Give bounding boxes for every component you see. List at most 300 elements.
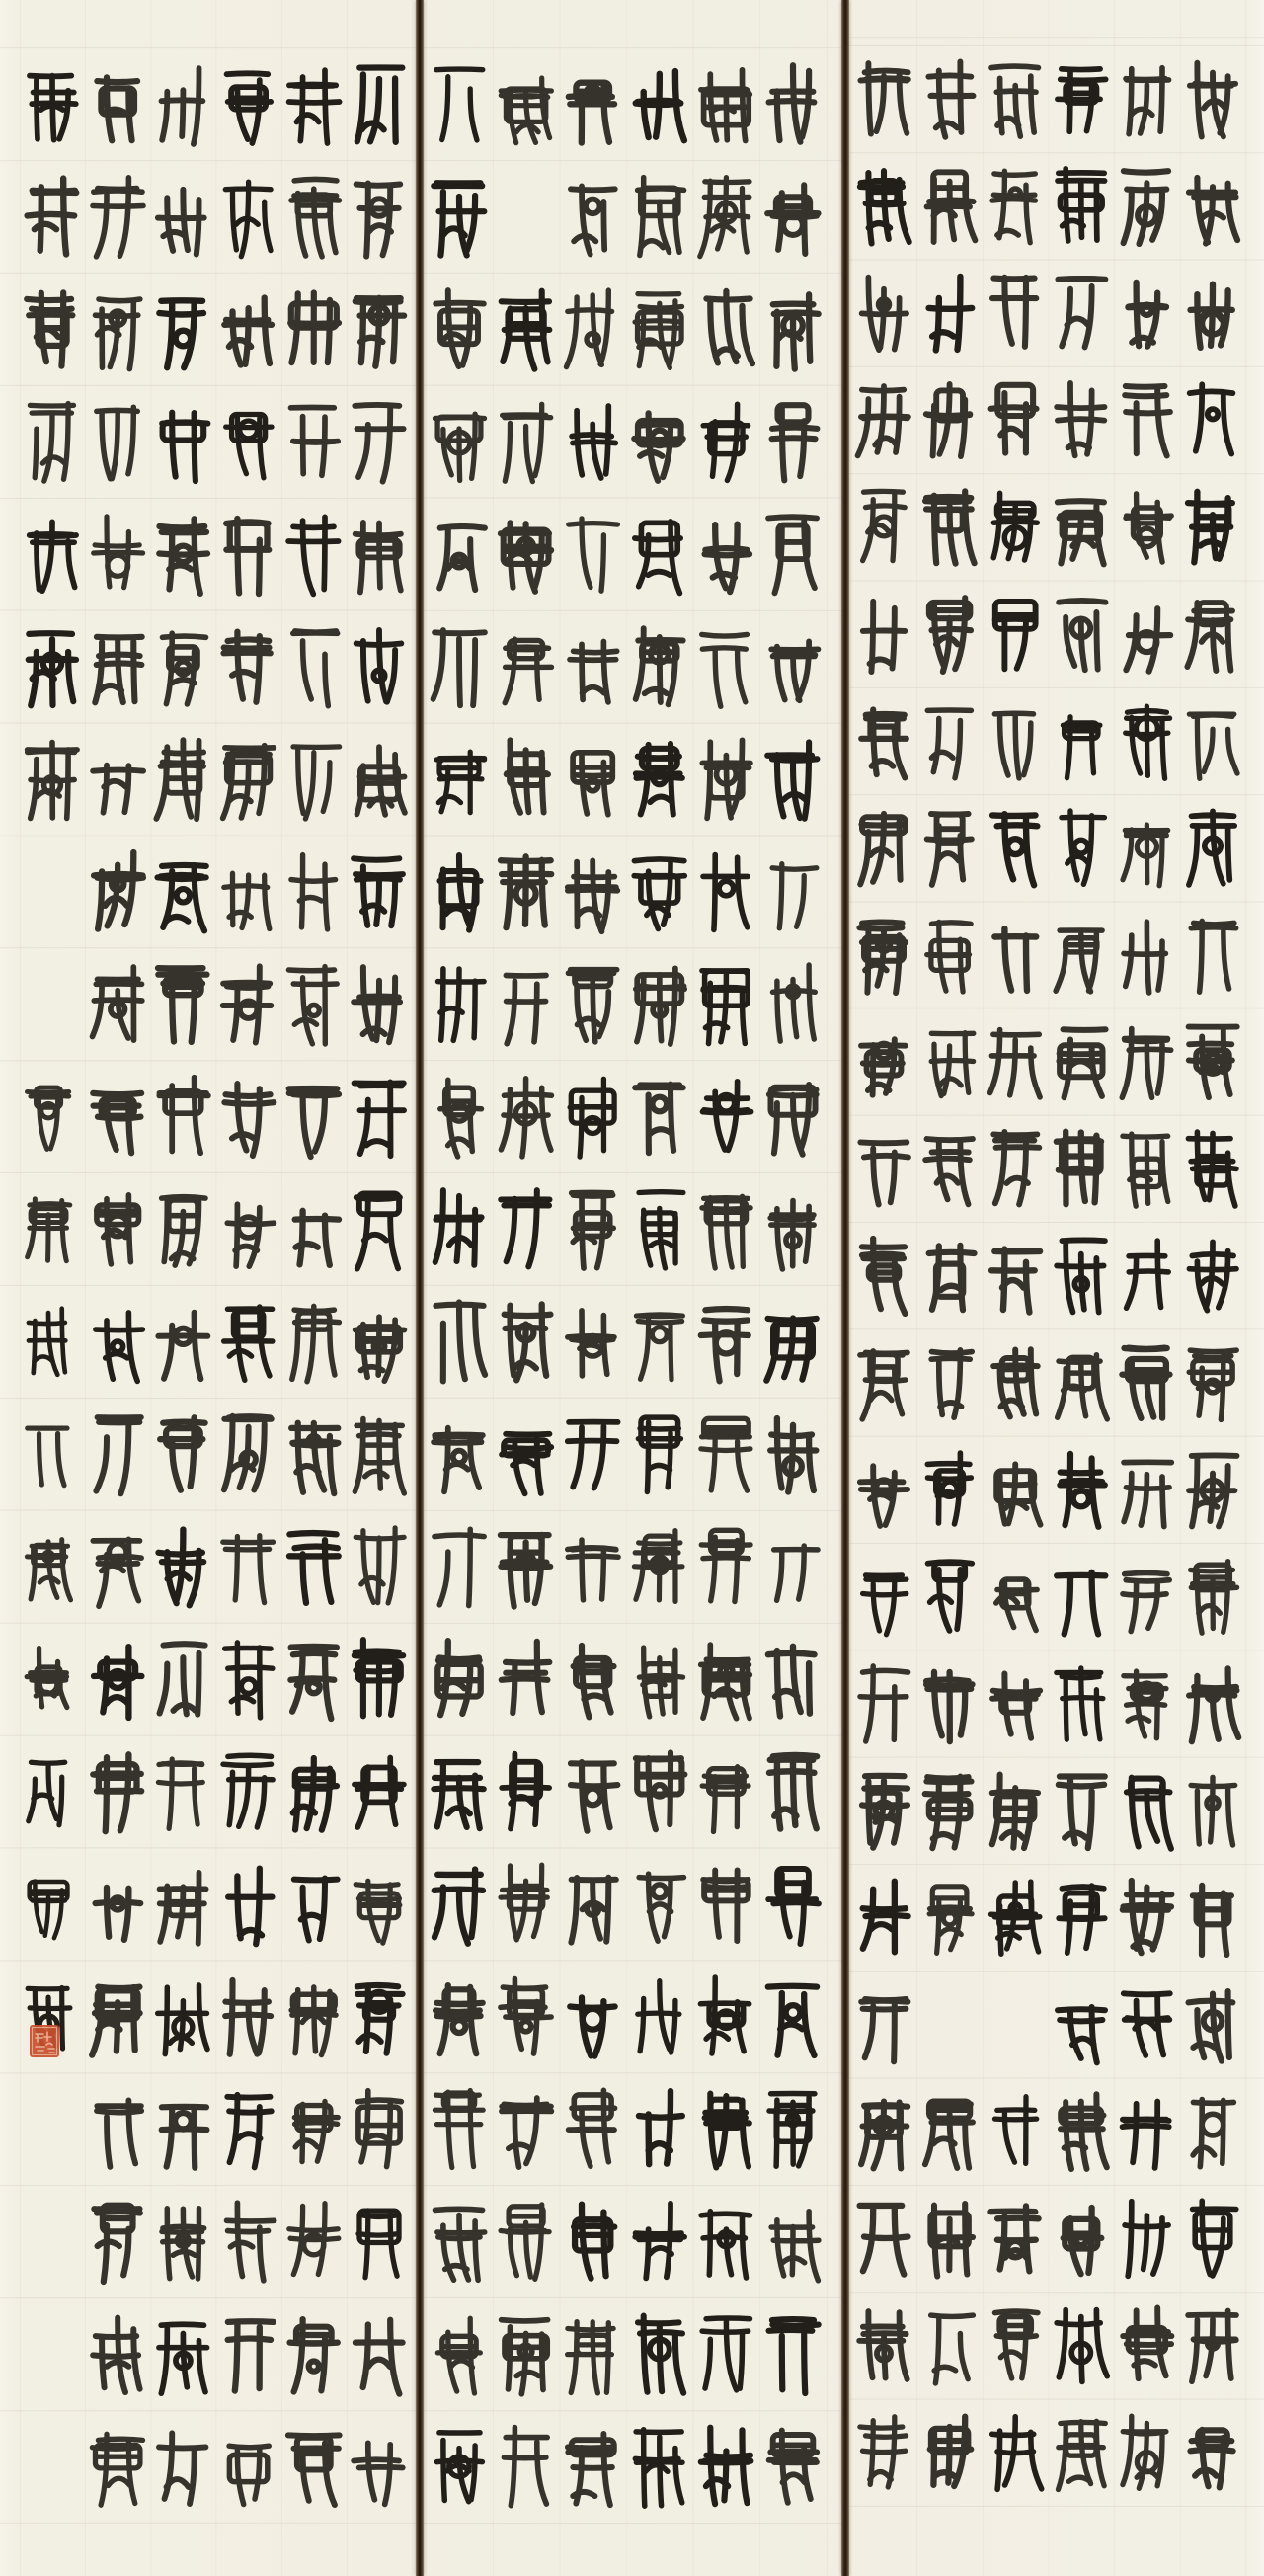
seal-script-character xyxy=(293,631,338,706)
seal-script-character xyxy=(505,639,551,703)
seal-script-character xyxy=(92,1987,139,2055)
seal-script-character xyxy=(769,65,815,142)
seal-script-character xyxy=(862,1239,906,1314)
seal-script-character xyxy=(291,179,339,256)
seal-script-character xyxy=(1126,608,1170,672)
seal-script-character xyxy=(158,190,204,255)
seal-script-character xyxy=(1189,178,1237,244)
seal-script-character xyxy=(861,2102,908,2169)
seal-script-character xyxy=(93,765,143,813)
seal-script-character xyxy=(927,814,972,885)
seal-script-character xyxy=(1193,2100,1233,2167)
seal-script-character xyxy=(436,2433,482,2502)
seal-script-character xyxy=(1062,811,1105,884)
seal-script-character xyxy=(1189,714,1237,778)
seal-script-character xyxy=(97,2100,141,2167)
seal-script-character xyxy=(162,413,207,481)
seal-script-character xyxy=(992,171,1035,243)
seal-script-character xyxy=(861,709,907,777)
seal-script-character xyxy=(158,1313,207,1379)
seal-script-character xyxy=(1193,2201,1236,2276)
seal-script-character xyxy=(1128,282,1166,347)
seal-script-character xyxy=(703,1082,751,1151)
seal-script-character xyxy=(1059,2421,1106,2489)
seal-script-character xyxy=(638,1981,679,2053)
seal-script-character xyxy=(1059,1886,1105,1953)
seal-script-character xyxy=(767,742,817,818)
seal-script-character xyxy=(638,178,684,256)
seal-script-character xyxy=(768,1986,817,2055)
seal-script-character xyxy=(28,1199,70,1261)
seal-script-character xyxy=(158,1985,207,2054)
seal-script-character xyxy=(356,1193,400,1268)
seal-script-character xyxy=(28,743,78,819)
seal-script-character xyxy=(1058,1355,1108,1419)
seal-script-character xyxy=(996,1579,1037,1630)
seal-script-character xyxy=(1126,68,1169,134)
seal-script-character xyxy=(227,2095,271,2168)
seal-script-character xyxy=(636,744,682,815)
seal-script-character xyxy=(701,2212,750,2278)
seal-script-character xyxy=(925,2101,973,2168)
seal-script-character xyxy=(990,2206,1038,2271)
seal-script-character xyxy=(991,1882,1040,1954)
seal-script-character xyxy=(94,852,143,929)
seal-script-character xyxy=(501,2205,549,2279)
left-panel-glyphs xyxy=(0,0,416,2576)
seal-script-character xyxy=(436,69,483,140)
seal-script-character xyxy=(639,1874,683,1941)
seal-script-character xyxy=(1189,811,1234,885)
seal-script-character xyxy=(703,1870,749,1941)
seal-script-character xyxy=(635,294,682,368)
seal-script-character xyxy=(291,1423,338,1493)
seal-script-character xyxy=(354,967,400,1042)
seal-script-character xyxy=(927,710,971,778)
seal-script-character xyxy=(573,753,612,815)
seal-script-character xyxy=(991,385,1037,453)
seal-script-character xyxy=(505,1304,551,1380)
seal-script-character xyxy=(928,1562,973,1631)
seal-script-character xyxy=(434,1428,483,1492)
seal-script-character xyxy=(158,1759,202,1828)
seal-script-character xyxy=(1123,2308,1171,2379)
seal-script-character xyxy=(1126,706,1170,778)
seal-script-character xyxy=(501,78,551,143)
panel-divider-1 xyxy=(416,0,424,2576)
seal-script-character xyxy=(355,1640,403,1716)
seal-script-character xyxy=(863,602,906,672)
seal-script-character xyxy=(636,1315,682,1380)
seal-script-character xyxy=(162,2209,204,2279)
seal-script-character xyxy=(434,1870,483,1944)
seal-script-character xyxy=(1057,1668,1103,1739)
seal-script-character xyxy=(993,493,1037,560)
seal-script-character xyxy=(1193,1886,1231,1955)
seal-script-character xyxy=(859,922,906,993)
seal-script-character xyxy=(223,966,272,1042)
seal-script-character xyxy=(95,637,141,703)
seal-script-character xyxy=(1058,501,1104,564)
seal-script-character xyxy=(768,517,817,593)
seal-script-character xyxy=(638,2316,683,2393)
seal-script-character xyxy=(224,298,272,365)
seal-script-character xyxy=(1057,383,1104,455)
seal-script-character xyxy=(862,278,908,351)
seal-script-character xyxy=(701,70,750,141)
seal-script-character xyxy=(1123,2416,1166,2488)
seal-script-character xyxy=(502,2320,548,2394)
seal-script-character xyxy=(1058,2007,1105,2062)
seal-script-character xyxy=(93,1754,141,1831)
seal-script-character xyxy=(30,404,73,482)
seal-script-character xyxy=(94,1647,141,1718)
seal-script-character xyxy=(639,1648,682,1717)
seal-script-character xyxy=(434,1762,483,1828)
seal-script-character xyxy=(705,2094,750,2168)
seal-script-character xyxy=(774,1546,818,1600)
seal-script-character xyxy=(860,2206,908,2275)
seal-script-character xyxy=(771,2212,819,2281)
seal-script-character xyxy=(1059,1029,1105,1097)
seal-script-character xyxy=(701,1530,750,1601)
seal-script-character xyxy=(860,1142,908,1204)
seal-script-character xyxy=(227,1204,274,1266)
seal-script-character xyxy=(992,1674,1040,1738)
seal-script-character xyxy=(568,1422,618,1489)
seal-script-character xyxy=(438,969,485,1041)
seal-script-character xyxy=(159,300,203,367)
seal-script-character xyxy=(440,855,481,930)
seal-script-character xyxy=(501,1979,551,2054)
seal-script-character xyxy=(1191,2430,1233,2488)
seal-script-character xyxy=(931,1033,974,1096)
seal-script-character xyxy=(568,2434,614,2505)
seal-script-character xyxy=(29,1762,65,1825)
seal-script-character xyxy=(925,1777,972,1849)
seal-script-character xyxy=(639,1192,683,1268)
seal-script-character xyxy=(30,76,76,140)
seal-script-character xyxy=(1063,717,1100,778)
seal-script-character xyxy=(636,628,683,704)
seal-script-character xyxy=(574,1646,614,1717)
seal-script-character xyxy=(571,1762,617,1831)
seal-script-character xyxy=(635,2204,684,2279)
seal-script-character xyxy=(440,1080,482,1157)
seal-script-character xyxy=(507,740,548,812)
seal-script-character xyxy=(160,1417,204,1489)
seal-script-character xyxy=(992,2417,1042,2490)
seal-script-character xyxy=(701,2428,751,2504)
seal-script-character xyxy=(771,641,818,700)
seal-script-character xyxy=(638,1417,680,1491)
seal-script-character xyxy=(570,1079,614,1157)
seal-script-character xyxy=(357,68,403,142)
seal-script-character xyxy=(568,1311,614,1376)
seal-script-character xyxy=(96,1313,142,1382)
seal-script-character xyxy=(701,1309,749,1381)
seal-script-character xyxy=(501,1535,550,1607)
seal-script-character xyxy=(434,183,484,255)
seal-script-character xyxy=(569,519,618,591)
seal-script-character xyxy=(861,1999,908,2061)
seal-script-character xyxy=(159,2324,207,2393)
seal-script-character xyxy=(995,2311,1038,2378)
seal-script-character xyxy=(569,970,617,1042)
seal-script-character xyxy=(995,2097,1037,2164)
seal-script-character xyxy=(94,517,143,588)
seal-script-character xyxy=(356,630,402,702)
seal-script-character xyxy=(570,1997,614,2055)
seal-script-character xyxy=(27,1648,67,1707)
seal-script-character xyxy=(992,1775,1038,1849)
seal-script-character xyxy=(1123,825,1168,886)
seal-script-character xyxy=(991,66,1038,136)
seal-script-character xyxy=(568,2322,614,2393)
seal-script-character xyxy=(859,2311,907,2379)
seal-script-character xyxy=(635,522,680,594)
seal-script-character xyxy=(634,1531,682,1602)
seal-script-character xyxy=(502,1642,550,1713)
seal-script-character xyxy=(437,1641,480,1715)
seal-script-character xyxy=(228,1869,272,1945)
seal-script-character xyxy=(291,408,339,476)
seal-script-character xyxy=(769,2431,818,2503)
seal-script-character xyxy=(356,1528,404,1603)
seal-script-character xyxy=(96,299,140,369)
seal-script-character xyxy=(501,523,551,592)
seal-script-character xyxy=(928,62,973,137)
seal-script-character xyxy=(356,523,401,593)
seal-script-character xyxy=(1189,1991,1233,2061)
seal-script-character xyxy=(1189,1455,1236,1526)
seal-script-character xyxy=(1122,1029,1170,1098)
seal-script-character xyxy=(574,2205,614,2279)
seal-script-character xyxy=(772,405,818,480)
seal-script-character xyxy=(994,713,1033,778)
seal-script-character xyxy=(294,1879,338,1941)
seal-script-character xyxy=(703,855,748,930)
seal-script-character xyxy=(358,2091,402,2167)
seal-script-character xyxy=(158,865,206,931)
seal-script-character xyxy=(225,182,271,257)
seal-script-character xyxy=(358,2211,399,2278)
seal-script-character xyxy=(1059,601,1105,670)
seal-script-character xyxy=(435,290,484,366)
seal-script-character xyxy=(1188,2311,1236,2382)
seal-script-character xyxy=(769,2319,819,2393)
seal-script-character xyxy=(163,633,206,704)
seal-script-character xyxy=(1191,1777,1235,1845)
seal-script-character xyxy=(28,179,77,255)
seal-script-character xyxy=(1191,1562,1237,1634)
seal-script-character xyxy=(162,68,203,144)
seal-script-character xyxy=(357,1985,403,2053)
seal-script-character xyxy=(506,976,546,1044)
seal-script-character xyxy=(701,1418,750,1490)
left-panel xyxy=(0,0,416,2576)
seal-script-character xyxy=(702,971,748,1044)
seal-script-character xyxy=(228,2321,274,2390)
seal-script-character xyxy=(773,294,819,368)
seal-script-character xyxy=(1123,1134,1168,1206)
seal-script-character xyxy=(435,1190,482,1265)
seal-script-character xyxy=(29,633,76,705)
seal-script-character xyxy=(991,1249,1040,1313)
seal-script-character xyxy=(705,524,750,593)
seal-script-character xyxy=(290,293,339,363)
right-panel-glyphs xyxy=(849,0,1264,2576)
seal-script-character xyxy=(1189,1350,1236,1419)
seal-script-character xyxy=(1124,922,1165,993)
seal-script-character xyxy=(97,77,137,140)
seal-script-character xyxy=(96,1417,140,1493)
seal-script-character xyxy=(929,1887,972,1954)
seal-script-character xyxy=(435,1985,483,2053)
seal-script-character xyxy=(224,873,270,928)
seal-script-character xyxy=(863,1882,908,1953)
seal-script-character xyxy=(926,1672,972,1741)
seal-script-character xyxy=(1060,1454,1104,1527)
seal-script-character xyxy=(992,278,1036,347)
seal-script-character xyxy=(94,2206,139,2282)
seal-script-character xyxy=(571,1878,615,1943)
seal-script-character xyxy=(93,967,142,1040)
seal-script-character xyxy=(355,1419,404,1494)
seal-script-character xyxy=(1191,284,1232,348)
seal-script-character xyxy=(931,1350,972,1417)
seal-script-character xyxy=(93,1539,141,1606)
seal-script-character xyxy=(291,1987,336,2055)
seal-script-character xyxy=(159,2433,205,2504)
seal-script-character xyxy=(1124,1462,1171,1526)
artist-seal-stamp xyxy=(30,2025,59,2057)
seal-script-character xyxy=(1127,1778,1171,1849)
seal-script-character xyxy=(569,83,614,143)
seal-script-character xyxy=(1189,1668,1238,1741)
seal-script-character xyxy=(768,1869,819,1944)
seal-script-character xyxy=(434,2091,483,2168)
seal-script-character xyxy=(702,2318,750,2390)
seal-script-character xyxy=(929,277,973,351)
seal-script-character xyxy=(501,1079,551,1157)
seal-script-character xyxy=(636,1752,685,1829)
seal-script-character xyxy=(289,1533,339,1603)
seal-script-character xyxy=(503,404,551,481)
seal-script-character xyxy=(572,406,615,478)
seal-script-character xyxy=(990,1030,1041,1097)
seal-script-character xyxy=(436,752,485,813)
seal-script-character xyxy=(860,1351,908,1419)
seal-script-character xyxy=(1059,1777,1105,1849)
seal-script-character xyxy=(159,519,207,594)
seal-script-character xyxy=(769,2093,815,2166)
middle-panel-glyphs xyxy=(424,0,841,2576)
seal-script-character xyxy=(770,1201,814,1270)
seal-script-character xyxy=(160,1644,205,1714)
seal-script-character xyxy=(931,2315,974,2383)
seal-script-character xyxy=(355,405,403,482)
seal-script-character xyxy=(862,1776,908,1848)
seal-script-character xyxy=(1187,603,1232,671)
seal-script-character xyxy=(288,517,339,594)
seal-script-character xyxy=(162,1197,205,1265)
seal-script-character xyxy=(501,1190,549,1266)
seal-script-character xyxy=(502,2098,552,2167)
seal-script-character xyxy=(700,1977,749,2053)
seal-script-character xyxy=(293,747,340,819)
seal-script-character xyxy=(439,526,485,590)
seal-script-character xyxy=(768,1647,815,1717)
seal-script-character xyxy=(158,968,206,1042)
seal-script-character xyxy=(769,1085,817,1155)
seal-script-character xyxy=(1126,494,1171,562)
seal-script-character xyxy=(223,746,275,819)
seal-script-character xyxy=(1191,921,1236,992)
seal-script-character xyxy=(860,171,909,243)
seal-script-character xyxy=(225,1980,271,2054)
seal-script-character xyxy=(926,384,971,456)
seal-script-character xyxy=(292,1306,340,1381)
seal-script-character xyxy=(223,1755,273,1827)
seal-script-character xyxy=(229,2446,269,2504)
seal-script-character xyxy=(568,1540,618,1600)
seal-script-character xyxy=(356,2320,403,2394)
seal-script-character xyxy=(295,1211,339,1265)
seal-script-character xyxy=(502,1434,551,1493)
seal-script-character xyxy=(355,1758,404,1828)
seal-script-character xyxy=(356,1317,405,1381)
seal-script-character xyxy=(435,1302,485,1381)
seal-script-character xyxy=(1189,1027,1237,1098)
seal-script-character xyxy=(356,1881,400,1943)
seal-script-character xyxy=(224,632,271,702)
seal-script-character xyxy=(289,2204,339,2275)
seal-script-character xyxy=(29,1309,65,1375)
panel-divider-2 xyxy=(841,0,849,2576)
seal-script-character xyxy=(569,2090,615,2166)
seal-script-character xyxy=(435,414,485,480)
seal-script-character xyxy=(701,1645,750,1719)
seal-script-character xyxy=(993,1349,1037,1416)
seal-script-character xyxy=(502,291,550,369)
seal-script-character xyxy=(223,1536,274,1603)
seal-script-character xyxy=(925,491,975,563)
seal-script-character xyxy=(288,2435,340,2505)
seal-script-character xyxy=(1190,63,1235,137)
seal-script-character xyxy=(930,2417,971,2486)
seal-script-character xyxy=(1189,1242,1236,1310)
seal-script-character xyxy=(93,2318,139,2393)
seal-script-character xyxy=(504,2428,547,2506)
seal-script-character xyxy=(1058,169,1105,241)
seal-script-character xyxy=(702,634,748,706)
seal-script-character xyxy=(226,415,272,478)
seal-script-character xyxy=(291,855,336,929)
seal-script-character xyxy=(929,1246,975,1310)
seal-script-character xyxy=(860,2417,907,2487)
seal-script-character xyxy=(93,178,143,257)
seal-script-character xyxy=(27,1087,68,1149)
seal-script-character xyxy=(635,1085,683,1154)
seal-script-character xyxy=(702,1767,749,1832)
seal-script-character xyxy=(636,968,684,1044)
seal-script-character xyxy=(227,2203,275,2281)
seal-script-character xyxy=(357,747,405,815)
seal-script-character xyxy=(1123,1881,1172,1953)
seal-script-character xyxy=(635,2430,682,2507)
seal-script-character xyxy=(634,859,684,929)
